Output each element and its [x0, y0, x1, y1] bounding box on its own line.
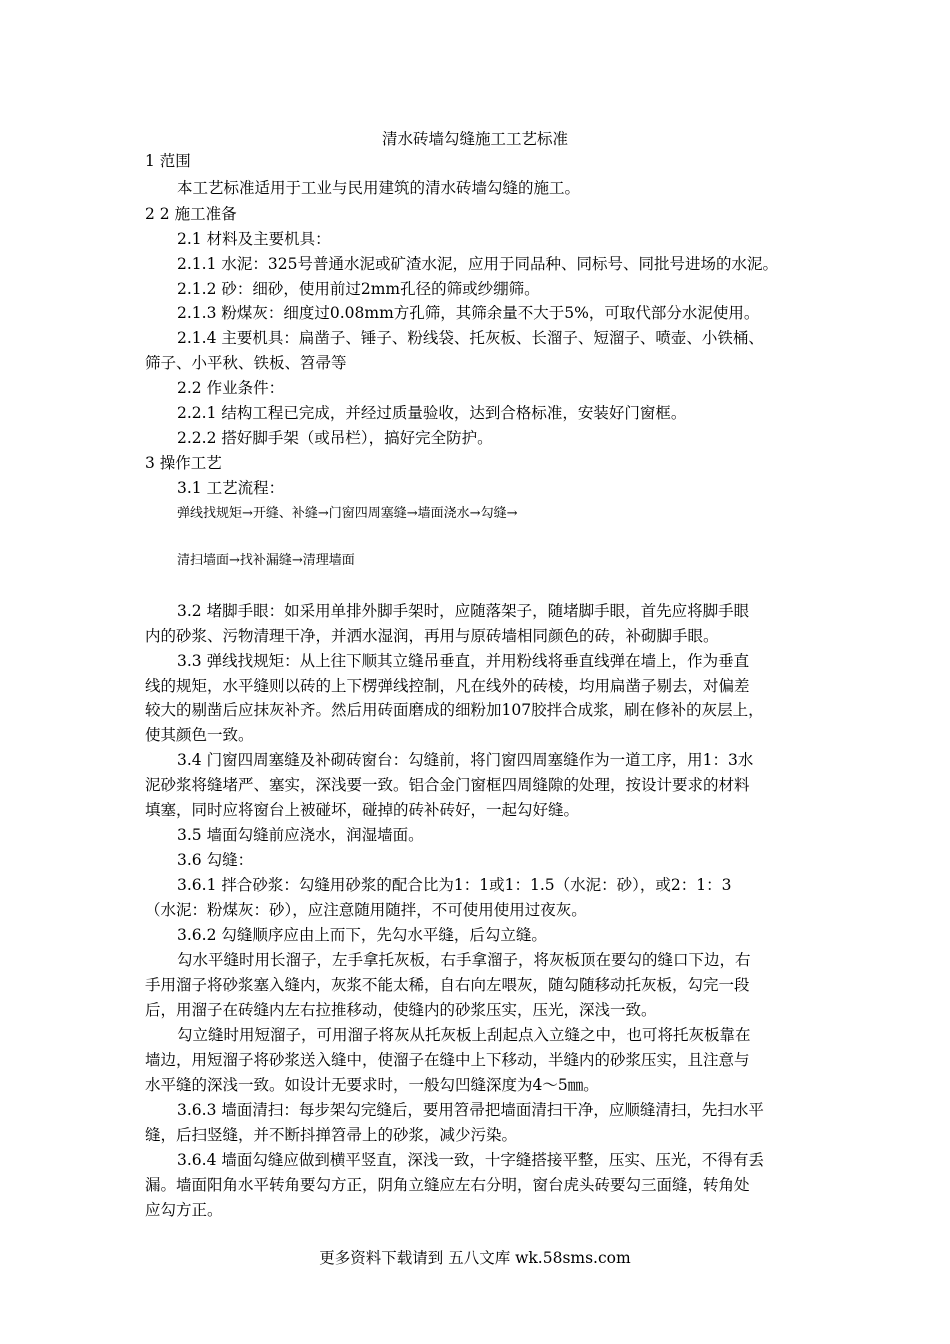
paragraph-line: 3.6.3 墙面清扫：每步架勾完缝后，要用笤帚把墙面清扫干净，应顺缝清扫，先扫水平	[177, 1101, 764, 1119]
paragraph-line: 后，用溜子在砖缝内左右拉推移动，使缝内的砂浆压实，压光，深浅一致。	[145, 1001, 657, 1019]
paragraph-line: 2.2.1 结构工程已完成，并经过质量验收，达到合格标准，安装好门窗框。	[177, 404, 687, 422]
paragraph-line: 墙边，用短溜子将砂浆送入缝中，使溜子在缝中上下移动，半缝内的砂浆压实，且注意与	[145, 1051, 750, 1069]
footer-text: 更多资料下载请到 五八文库 wk.58sms.com	[319, 1249, 631, 1267]
paragraph-line: 3.6.1 拌合砂浆：勾缝用砂浆的配合比为1：1或1：1.5（水泥：砂），或2：1：3	[177, 876, 732, 894]
paragraph-line: 泥砂浆将缝堵严、塞实，深浅要一致。铝合金门窗框四周缝隙的处理，按设计要求的材料	[145, 776, 750, 794]
paragraph-line: 漏。墙面阳角水平转角要勾方正，阴角立缝应左右分明，窗台虎头砖要勾三面缝，转角处	[145, 1176, 750, 1194]
document-title: 清水砖墙勾缝施工工艺标准	[381, 130, 568, 148]
paragraph-line: 勾立缝时用短溜子，可用溜子将灰从托灰板上刮起点入立缝之中，也可将托灰板靠在	[177, 1026, 751, 1044]
section-1-heading: 1 范围	[145, 152, 191, 170]
paragraph-line: 线的规矩，水平缝则以砖的上下楞弹线控制，凡在线外的砖棱，均用扁凿子剔去，对偏差	[145, 677, 750, 695]
paragraph-line: 3.6 勾缝：	[177, 851, 254, 869]
paragraph-line: 填塞，同时应将窗台上被碰坏，碰掉的砖补砖好，一起勾好缝。	[145, 801, 580, 819]
paragraph-line: 筛子、小平秋、铁板、笤帚等	[145, 354, 347, 372]
paragraph-line: 2.2.2 搭好脚手架（或吊栏），搞好完全防护。	[177, 429, 493, 447]
paragraph-line: 勾水平缝时用长溜子，左手拿托灰板，右手拿溜子，将灰板顶在要勾的缝口下边，右	[177, 951, 751, 969]
paragraph-line: 3.3 弹线找规矩：从上往下顺其立缝吊垂直，并用粉线将垂直线弹在墙上，作为垂直	[177, 652, 750, 670]
paragraph-line: 手用溜子将砂浆塞入缝内，灰浆不能太稀，自右向左喂灰，随勾随移动托灰板，勾完一段	[145, 976, 750, 994]
paragraph-line: 较大的剔凿后应抹灰补齐。然后用砖面磨成的细粉加107胶拌合成浆，刷在修补的灰层上，	[145, 701, 764, 719]
paragraph-line: 应勾方正。	[145, 1201, 223, 1219]
paragraph-line: 水平缝的深浅一致。如设计无要求时，一般勾凹缝深度为4～5㎜。	[145, 1076, 599, 1094]
paragraph-line: 2.1.1 水泥：325号普通水泥或矿渣水泥，应用于同品种、同标号、同批号进场的水泥。	[177, 255, 778, 273]
section-3-heading: 3 操作工艺	[145, 454, 222, 472]
paragraph-line: 2.1.2 砂：细砂，使用前过2mm孔径的筛或纱绷筛。	[177, 280, 540, 298]
process-flow-line: 清扫墙面→找补漏缝→清理墙面	[177, 553, 355, 568]
paragraph-line: 3.6.2 勾缝顺序应由上而下，先勾水平缝，后勾立缝。	[177, 926, 547, 944]
paragraph-line: 2.2 作业条件：	[177, 379, 285, 397]
paragraph-line: 2.1 材料及主要机具：	[177, 230, 331, 248]
paragraph-line: （水泥：粉煤灰：砂），应注意随用随拌，不可使用使用过夜灰。	[145, 901, 587, 919]
paragraph-line: 内的砂浆、污物清理干净，并洒水湿润，再用与原砖墙相同颜色的砖，补砌脚手眼。	[145, 627, 719, 645]
paragraph-line: 2.1.3 粉煤灰：细度过0.08mm方孔筛，其筛余量不大于5%，可取代部分水泥使用。	[177, 304, 760, 322]
paragraph-line: 3.5 墙面勾缝前应浇水，润湿墙面。	[177, 826, 424, 844]
paragraph-line: 2.1.4 主要机具：扁凿子、锤子、粉线袋、托灰板、长溜子、短溜子、喷壶、小铁桶、	[177, 329, 764, 347]
process-flow-line: 弹线找规矩→开缝、补缝→门窗四周塞缝→墙面浇水→勾缝→	[177, 506, 518, 521]
paragraph-line: 缝，后扫竖缝，并不断抖掸笤帚上的砂浆，减少污染。	[145, 1126, 518, 1144]
paragraph-line: 3.2 堵脚手眼：如采用单排外脚手架时，应随落架子，随堵脚手眼，首先应将脚手眼	[177, 602, 750, 620]
paragraph-line: 使其颜色一致。	[145, 726, 254, 744]
paragraph-line: 3.6.4 墙面勾缝应做到横平竖直，深浅一致，十字缝搭接平整，压实、压光，不得有丢	[177, 1151, 764, 1169]
section-2-heading: 2 2 施工准备	[145, 205, 237, 223]
paragraph-line: 3.1 工艺流程：	[177, 479, 285, 497]
paragraph-line: 本工艺标准适用于工业与民用建筑的清水砖墙勾缝的施工。	[177, 179, 581, 197]
paragraph-line: 3.4 门窗四周塞缝及补砌砖窗台：勾缝前，将门窗四周塞缝作为一道工序，用1：3水	[177, 751, 754, 769]
